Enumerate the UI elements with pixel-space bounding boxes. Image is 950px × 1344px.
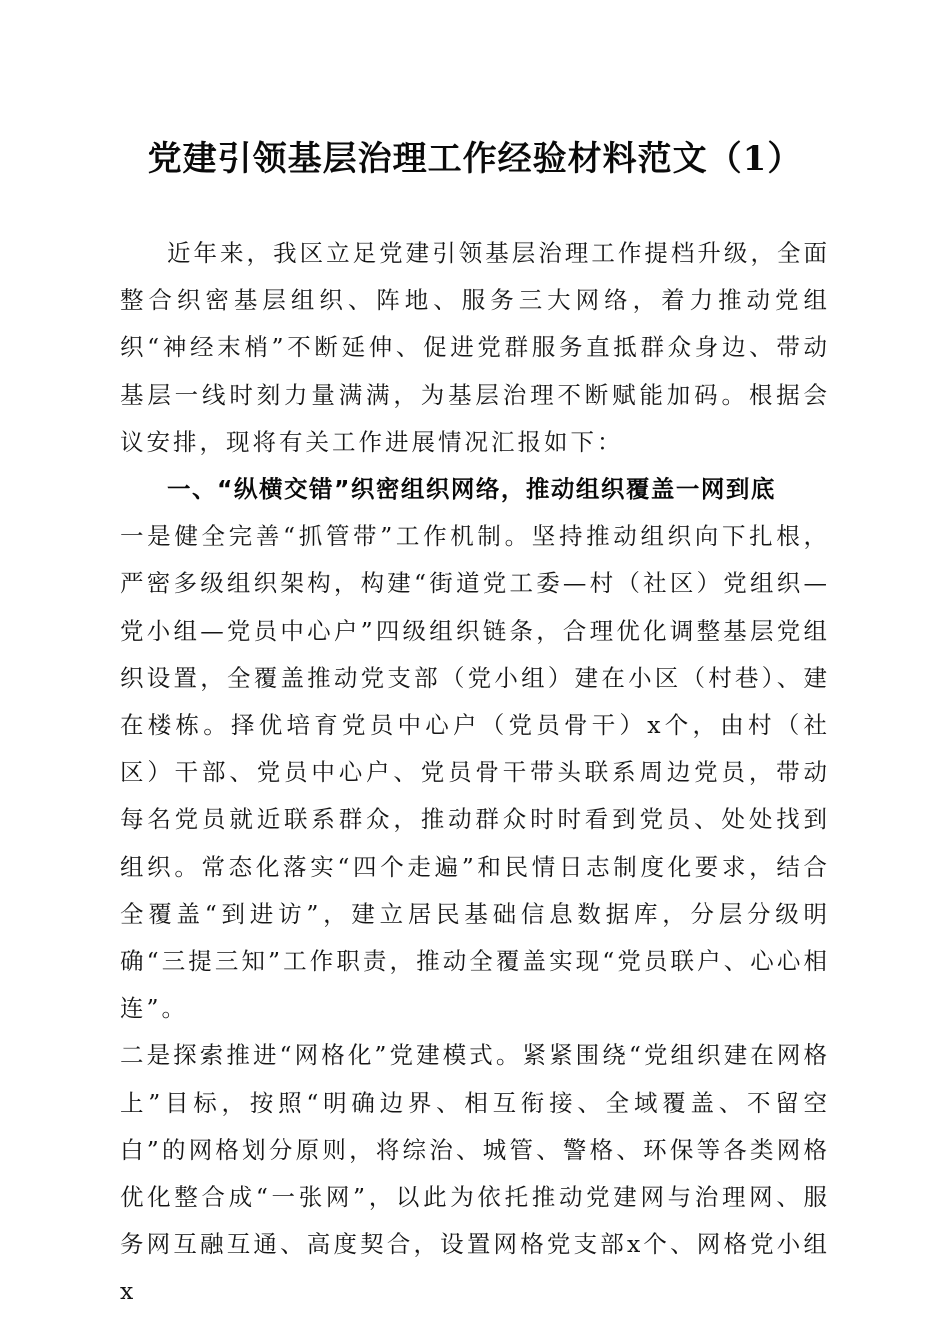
- section1-paragraph-2: 二是探索推进“网格化”党建模式。紧紧围绕“党组织建在网格上”目标，按照“明确边界、相互衔接、全域覆盖、不留空白”的网格划分原则，将综治、城管、警格、环保等各类网格优化整合成“一张网”，以此为依托推动党建网与治理网、服务网互融互通、高度契合，设置网格党支部x个、网格党小组x: [120, 1041, 830, 1306]
- document-title: 党建引领基层治理工作经验材料范文（1）: [147, 139, 803, 179]
- document-body: [120, 230, 830, 1316]
- section-heading-1: 一、“纵横交错”织密组织网络，推动组织覆盖一网到底: [167, 475, 776, 504]
- section1-paragraph-1: 一是健全完善“抓管带”工作机制。坚持推动组织向下扎根，严密多级组织架构，构建“街道党工委—村（社区）党组织—党小组—党员中心户”四级组织链条，合理优化调整基层党组织设置，全覆盖推动党支部（党小组）建在小区（村巷）、建在楼栋。择优培育党员中心户（党员骨干）x个，由村（社区）干部、党员中心户、党员骨干带头联系周边党员，带动每名党员就近联系群众，推动群众时时看到党员、处处找到组织。常态化落实“四个走遍”和民情日志制度化要求，结合全覆盖“到进访”，建立居民基础信息数据库，分层分级明确“三提三知”工作职责，推动全覆盖实现“党员联户、心心相连”。: [120, 522, 830, 1023]
- intro-paragraph: 近年来，我区立足党建引领基层治理工作提档升级，全面整合织密基层组织、阵地、服务三大网络，着力推动党组织“神经末梢”不断延伸、促进党群服务直抵群众身边、带动基层一线时刻力量满满，为基层治理不断赋能加码。根据会议安排，现将有关工作进展情况汇报如下：: [120, 239, 830, 456]
